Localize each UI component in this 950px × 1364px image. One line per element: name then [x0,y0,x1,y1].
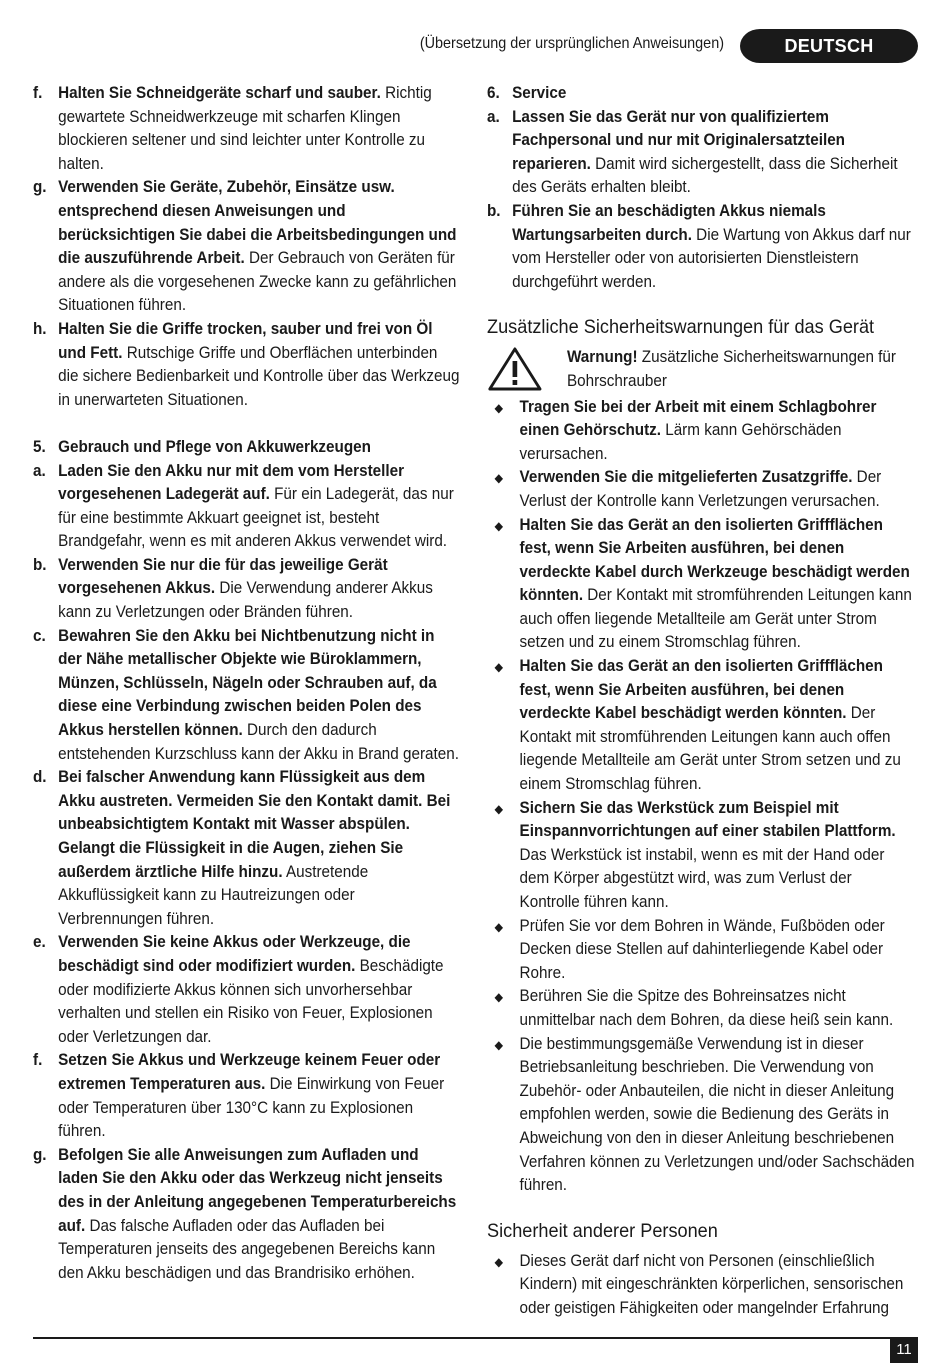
bullet-diamond-icon: ◆ [494,1037,504,1052]
list-item: h. Halten Sie die Griffe trocken, sauber und frei von Öl und Fett. Rutschige Griffe und Oberflächen unterbinden die sichere Bedienbarkeit und Kontrolle über das Werkzeug in unerwarteten Situationen. [33,319,460,409]
heading-additional-warnings: Zusätzliche Sicherheitswarnungen für das Gerät [487,316,875,339]
bullet-diamond-icon: ◆ [494,660,504,675]
list-item: ◆ Tragen Sie bei der Arbeit mit einem Schlagbohrer einen Gehörschutz. Lärm kann Gehörschäden verursachen. [487,396,915,467]
warning-triangle-icon [487,346,567,392]
list-item: ◆ Halten Sie das Gerät an den isolierten Griffflächen fest, wenn Sie Arbeiten ausführen, bei denen verdeckte Kabel durch Werkzeuge beschädigt werden könnten. Der Kontakt mit stromführenden Leitungen kann auch offen liegende Metallteile am Gerät unter Strom setzen und zu einem Stromschlag führen. [487,514,915,656]
heading-other-persons: Sicherheit anderer Personen [487,1219,718,1242]
list-item: ◆ Verwenden Sie die mitgelieferten Zusatzgriffe. Der Verlust der Kontrolle kann Verletzungen verursachen. [487,466,915,513]
language-badge: DEUTSCH [740,29,918,63]
list-item: ◆ Berühren Sie die Spitze des Bohreinsatzes nicht unmittelbar nach dem Bohren, da diese heiß sein kann. [487,985,915,1032]
list-item: a. Lassen Sie das Gerät nur von qualifiziertem Fachpersonal und nur mit Originalersatzteilen reparieren. Damit wird sichergestellt, dass die Sicherheit des Geräts erhalten bleibt. [487,107,898,197]
list-item: e. Verwenden Sie keine Akkus oder Werkzeuge, die beschädigt sind oder modifiziert wurden. Beschädigte oder modifizierte Akkus können sich unvorhersehbar verhalten und stellen ein Risiko von Feuer, Explosionen oder Verletzungen dar. [33,933,444,1046]
bullet-diamond-icon: ◆ [494,1254,504,1269]
list-item: ◆ Die bestimmungsgemäße Verwendung ist in dieser Betriebsanleitung beschrieben. Die Verwendung von Zubehör- oder Anbauteilen, die nicht in dieser Anleitung empfohlen werden, sowie die Bedienung des Geräts in Abweichung von den in dieser Anleitung beschriebenen Verfahren können zu Verletzungen und/oder Sachschäden führen. [487,1033,915,1198]
translation-note: (Übersetzung der ursprünglichen Anweisungen) [419,35,724,52]
bullet-diamond-icon: ◆ [494,518,504,533]
section-heading-battery: 5. Gebrauch und Pflege von Akkuwerkzeugen [33,437,371,456]
bullet-diamond-icon: ◆ [494,801,504,816]
list-item: g. Verwenden Sie Geräte, Zubehör, Einsätze usw. entsprechend diesen Anweisungen und berücksichtigen Sie dabei die Arbeitsbedingungen und die auszuführende Arbeit. Der Gebrauch von Geräten für andere als die vorgesehenen Zwecke kann zu gefährlichen Situationen führen. [33,178,457,315]
left-column [33,82,463,1285]
list-item: g. Befolgen Sie alle Anweisungen zum Aufladen und laden Sie den Akku oder das Werkzeug nicht jenseits des in der Anleitung angegebenen Temperaturbereichs auf. Das falsche Aufladen oder das Aufladen bei Temperaturen jenseits des angegebenen Bereichs kann den Akku beschädigen und das Brandrisiko erhöhen. [33,1145,457,1282]
list-item: ◆ Halten Sie das Gerät an den isolierten Griffflächen fest, wenn Sie Arbeiten ausführen, bei denen verdeckte Kabel beschädigt werden könnten. Der Kontakt mit stromführenden Leitungen kann auch offen liegende Metallteile am Gerät unter Strom setzen und zu einem Stromschlag führen. [487,655,915,797]
list-item: ◆ Prüfen Sie vor dem Bohren in Wände, Fußböden oder Decken diese Stellen auf dahinterliegende Kabel oder Rohre. [487,915,915,986]
right-column [487,82,917,1321]
list-items-a [33,82,461,412]
list-item: b. Verwenden Sie nur die für das jeweilige Gerät vorgesehenen Akkus. Die Verwendung anderer Akkus kann zu Verletzungen oder Bränden führen. [33,555,433,622]
warning-text: Warnung! Zusätzliche Sicherheitswarnungen für Bohrschrauber [566,348,896,390]
list-item: d. Bei falscher Anwendung kann Flüssigkeit aus dem Akku austreten. Vermeiden Sie den Kontakt damit. Bei unbeabsichtigtem Kontakt mit Wasser abspülen. Gelangt die Flüssigkeit in die Augen, ziehen Sie außerdem ärztliche Hilfe hinzu. Austretende Akkuflüssigkeit kann zu Hautreizungen oder Verbrennungen führen. [33,768,451,928]
list-item: c. Bewahren Sie den Akku bei Nichtbenutzung nicht in der Nähe metallischer Objekte wie Büroklammern, Münzen, Schlüsseln, Nägeln oder Schrauben auf, da diese eine Verbindung zwischen beiden Polen des Akkus herstellen können. Durch den dadurch entstehenden Kurzschluss kann der Akku in Brand geraten. [33,626,459,763]
list-item: b. Führen Sie an beschädigten Akkus niemals Wartungsarbeiten durch. Die Wartung von Akkus darf nur vom Hersteller oder von autorisierten Dienstleistern durchgeführt werden. [487,201,911,291]
bullet-diamond-icon: ◆ [494,990,504,1005]
footer-rule [33,1337,917,1339]
list-item: ◆ Sichern Sie das Werkstück zum Beispiel mit Einspannvorrichtungen auf einer stabilen Plattform. Das Werkstück ist instabil, wenn es mit der Hand oder dem Körper abgestützt wird, was zum Verlust der Kontrolle führen kann. [487,797,915,915]
section-heading-service: 6. Service [487,84,567,102]
list-items-b [33,460,461,1286]
page-number: 11 [890,1337,918,1363]
list-item: a. Laden Sie den Akku nur mit dem vom Hersteller vorgesehenen Ladegerät auf. Für ein Ladegerät, das nur für eine bestimmte Akkuart geeignet ist, besteht Brandgefahr, wenn es mit anderen Akkus verwendet wird. [33,461,454,551]
list-item: f. Halten Sie Schneidgeräte scharf und sauber. Richtig gewartete Schneidwerkzeuge mit scharfen Klingen blockieren seltener und sind leichter unter Kontrolle zu halten. [33,84,432,173]
bullet-diamond-icon: ◆ [494,400,504,415]
list-item: ◆ Dieses Gerät darf nicht von Personen (einschließlich Kindern) mit eingeschränkten körperlichen, sensorischen oder geistigen Fähigkeiten oder mangelnder Erfahrung [487,1250,915,1321]
bullet-list [487,396,915,1198]
bullet-diamond-icon: ◆ [494,919,504,934]
list-item: f. Setzen Sie Akkus und Werkzeuge keinem Feuer oder extremen Temperaturen aus. Die Einwirkung von Feuer oder Temperaturen über 130°C kann zu Explosionen führen. [33,1051,445,1141]
bullet-diamond-icon: ◆ [494,471,504,486]
warning-block [487,346,915,393]
